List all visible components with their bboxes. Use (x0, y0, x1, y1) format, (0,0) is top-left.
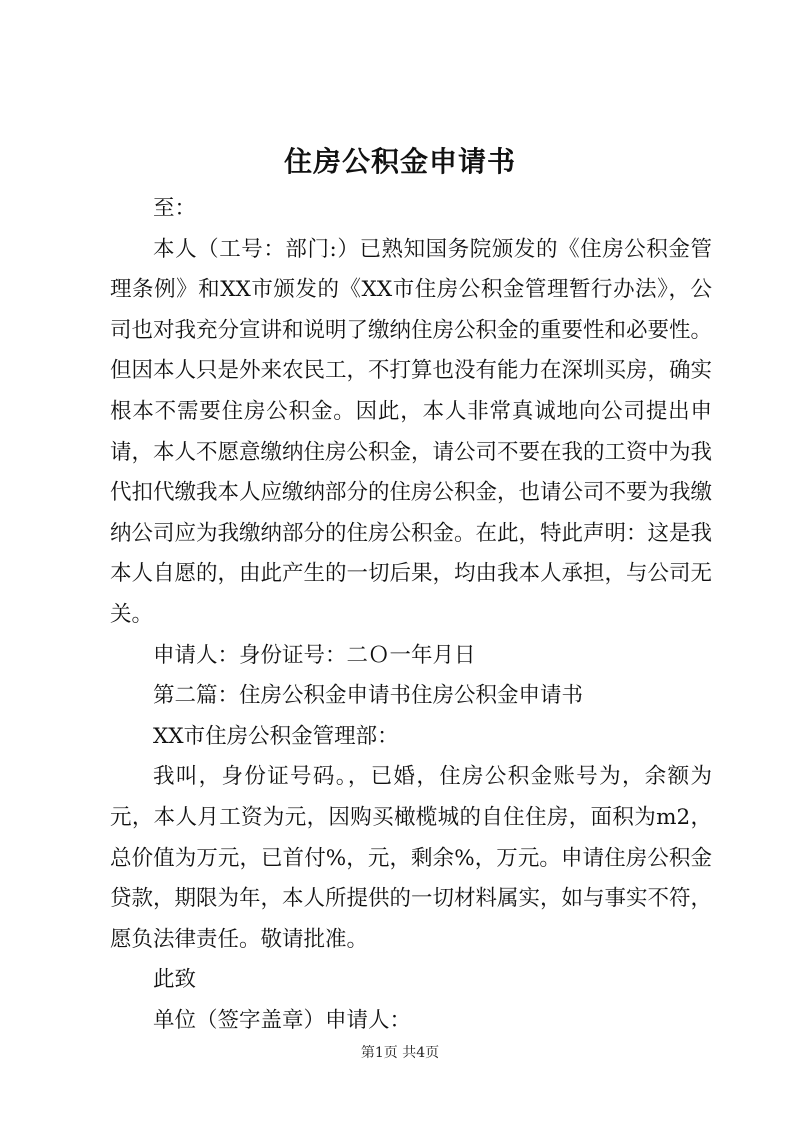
salutation: 至： (153, 196, 197, 221)
document-body (110, 189, 712, 1041)
recipient-line: XX市住房公积金管理部： (153, 723, 399, 749)
closing-line: 此致 (153, 967, 197, 993)
section-heading: 第二篇：住房公积金申请书住房公积金申请书 (153, 683, 584, 709)
declaration-paragraph: 本人（工号：部门:）已熟知国务院颁发的《住房公积金管理条例》和XX市颁发的《XX市住房公积金管理暂行办法》，公司也对我充分宣讲和说明了缴纳住房公积金的重要性和必要性。但因本人只是外来农民工，不打算也没有能力在深圳买房，确实根本不需要住房公积金。因此，本人非常真诚地向公司提出申请，本人不愿意缴纳住房公积金，请公司不要在我的工资中为我代扣代缴我本人应缴纳部分的住房公积金，也请公司不要为我缴纳公司应为我缴纳部分的住房公积金。在此，特此声明：这是我本人自愿的，由此产生的一切后果，均由我本人承担，与公司无关。 (110, 236, 713, 627)
loan-application-paragraph: 我叫，身份证号码。，已婚，住房公积金账号为，余额为元，本人月工资为元，因购买橄榄城的自住住房，面积为m2，总价值为万元，已首付%，元，剩余%，万元。申请住房公积金贷款，期限为年，本人所提供的一切材料属实，如与事实不符，愿负法律责任。敬请批准。 (110, 764, 713, 952)
applicant-signature-line: 申请人：身份证号：二Ｏ一年月日 (153, 642, 476, 668)
unit-signature-line: 单位（签字盖章）申请人： (153, 1007, 412, 1033)
document-title: 住房公积金申请书 (283, 145, 516, 178)
page-footer: 第1页 共4页 (360, 1045, 440, 1061)
